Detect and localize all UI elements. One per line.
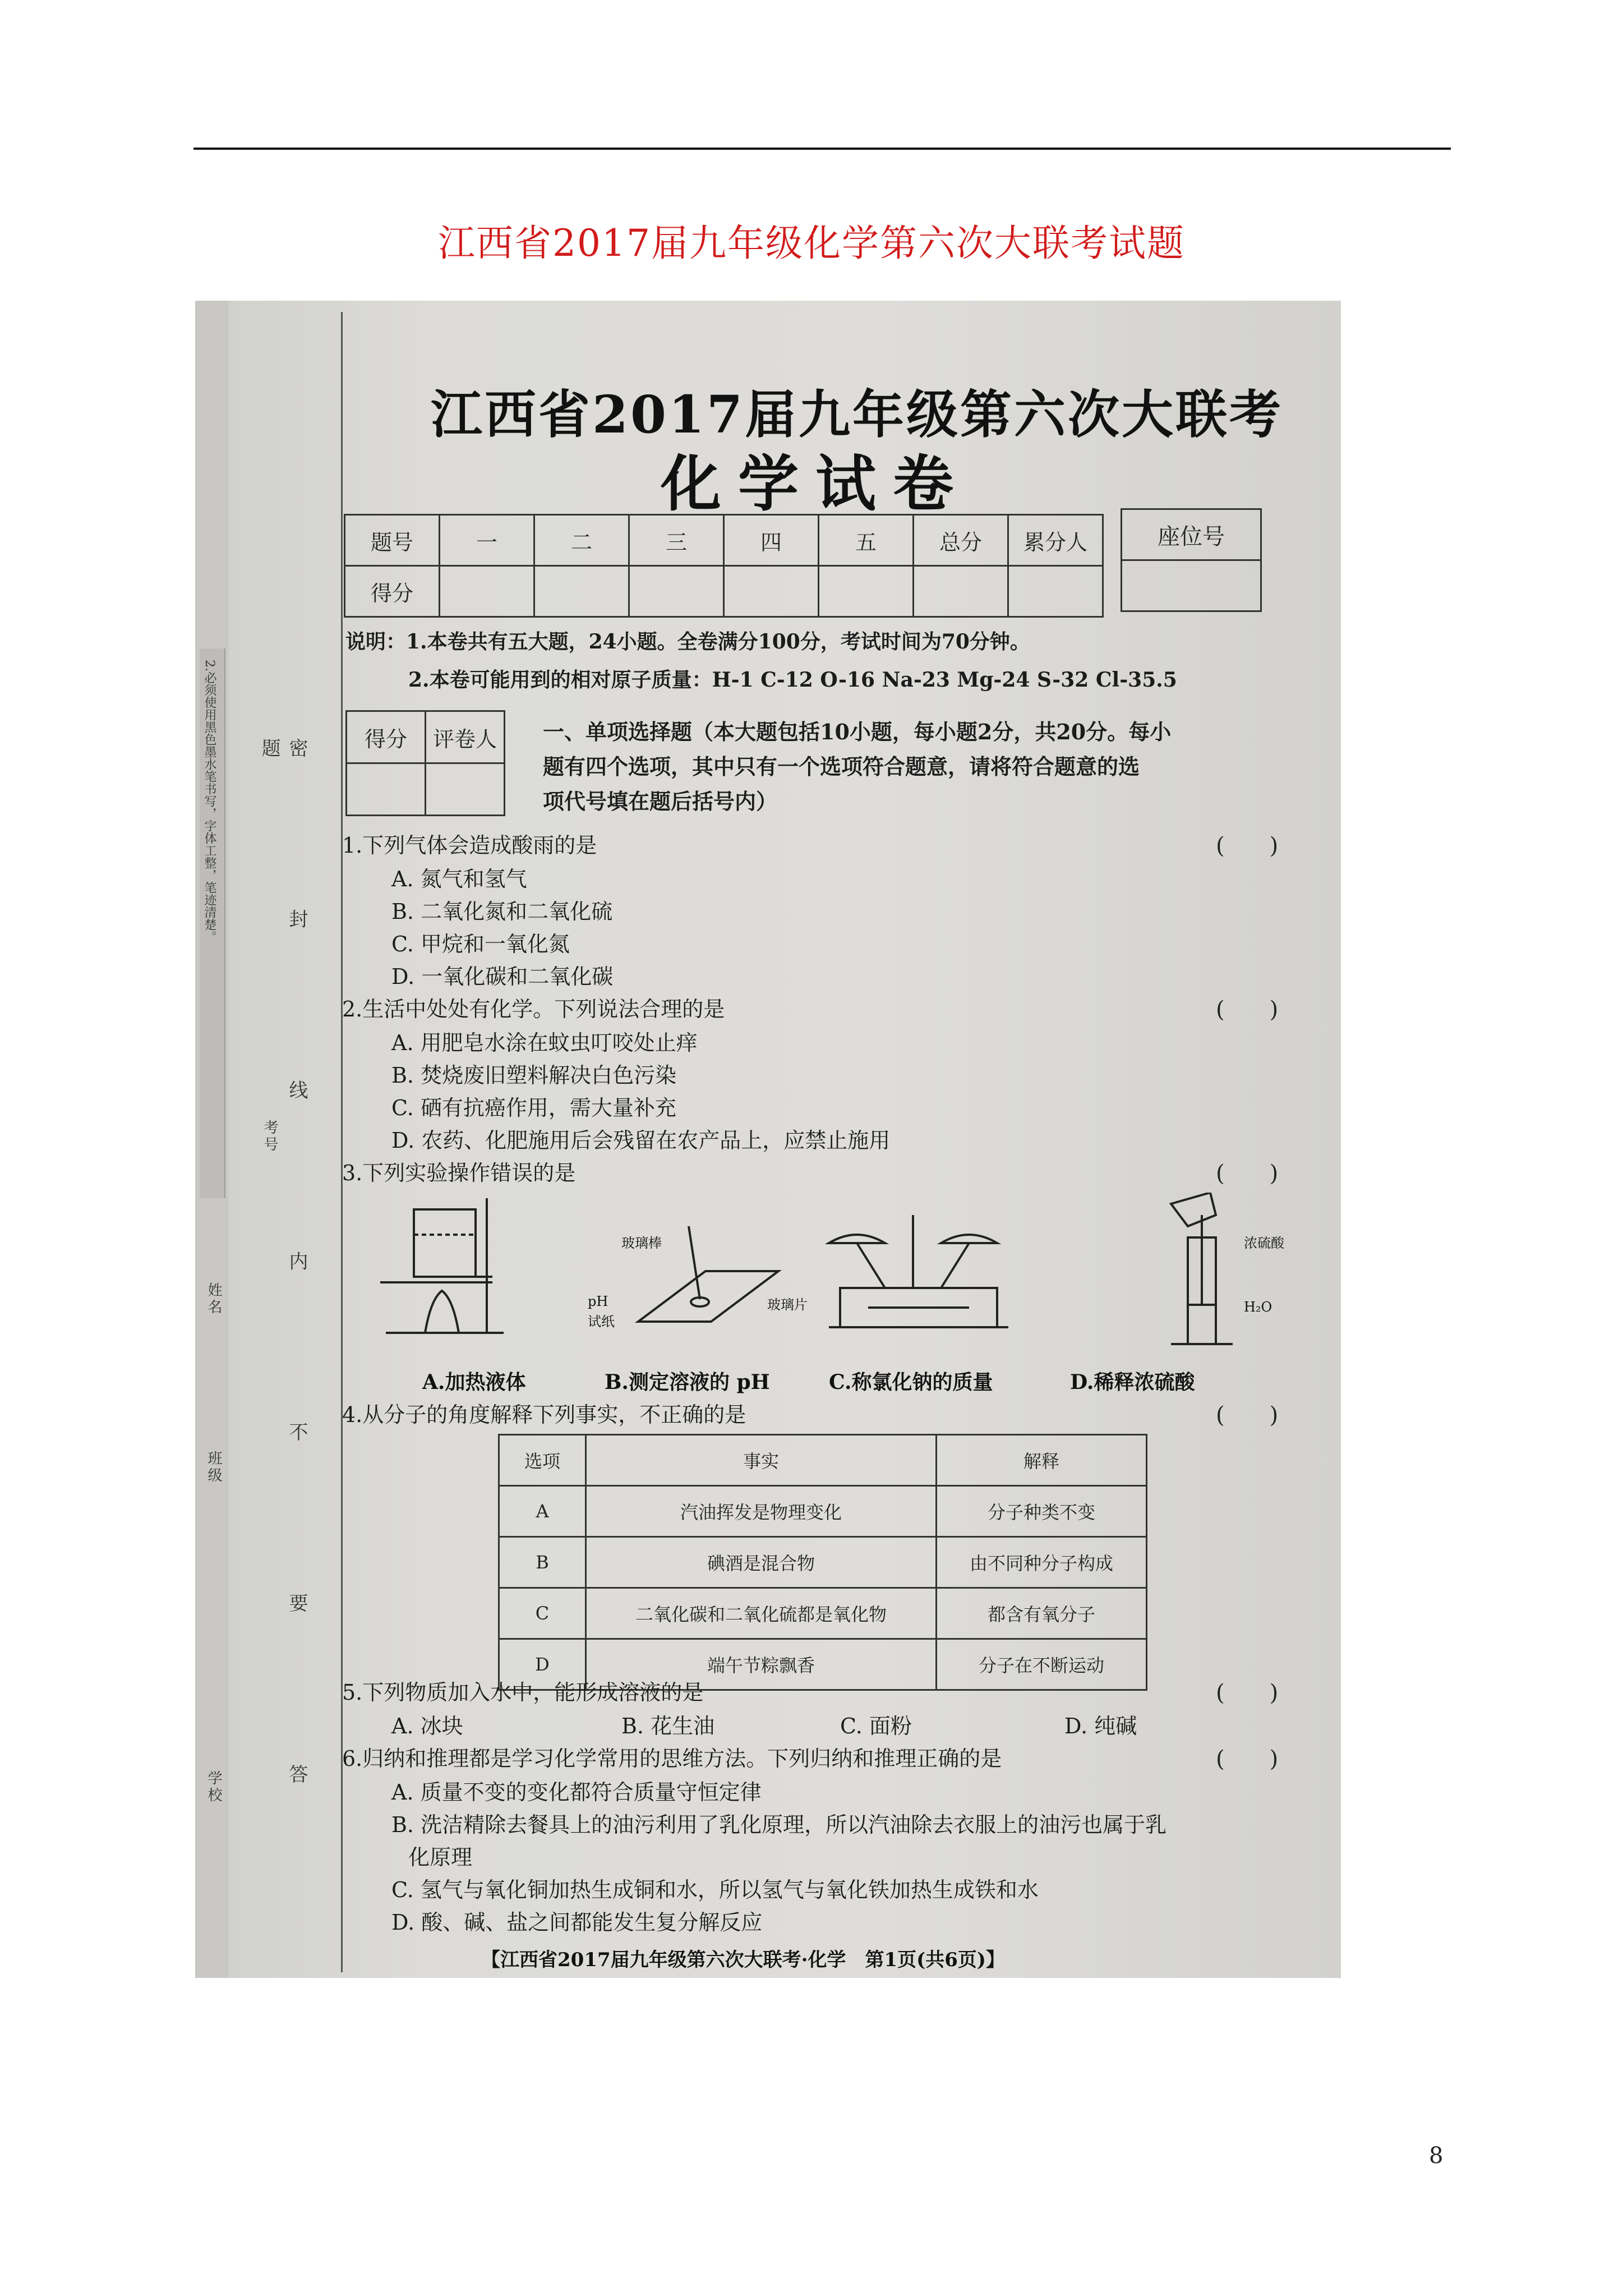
field-school: 学校 xyxy=(205,1770,222,1804)
seal-line-text: 密 封 线 内 不 要 答 题 xyxy=(258,738,308,1856)
grader-label: 评卷人 xyxy=(426,711,505,763)
binding-margin xyxy=(195,301,229,1978)
q5-option-c: C. 面粉 xyxy=(840,1714,912,1738)
q4-cell: 由不同种分子构成 xyxy=(937,1537,1147,1588)
score-table xyxy=(344,514,1104,618)
exam-title: 江西省2017届九年级第六次大联考 xyxy=(431,384,1284,445)
score-row-label: 得分 xyxy=(345,566,440,617)
q3-caption-a: A.加热液体 xyxy=(422,1370,526,1394)
q5-option-b: B. 花生油 xyxy=(621,1714,715,1738)
label-glass-rod: 玻璃棒 xyxy=(621,1235,662,1251)
q1-answer-bracket: ( ) xyxy=(1216,833,1279,859)
balance-figure xyxy=(829,1215,1008,1327)
q3-caption-c: C.称氯化钠的质量 xyxy=(829,1370,993,1394)
document-title: 江西省2017届九年级化学第六次大联考试题 xyxy=(438,222,1185,265)
q2-option-c: C. 硒有抗癌作用，需大量补充 xyxy=(391,1096,676,1120)
q1-option-a: A. 氮气和氢气 xyxy=(391,867,527,891)
page-footer: 【江西省2017届九年级第六次大联考·化学 第1页(共6页)】 xyxy=(481,1949,1005,1971)
label-test-paper: 试纸 xyxy=(588,1314,615,1329)
q4-stem: 4.从分子的角度解释下列事实，不正确的是 xyxy=(342,1402,746,1427)
score-header: 三 xyxy=(629,515,724,566)
score-header: 总分 xyxy=(914,515,1008,566)
q6-stem: 6.归纳和推理都是学习化学常用的思维方法。下列归纳和推理正确的是 xyxy=(342,1746,1002,1771)
field-class: 班级 xyxy=(205,1451,222,1484)
field-exam-number: 考号 xyxy=(261,1120,278,1153)
note-1: 说明：1.本卷共有五大题，24小题。全卷满分100分，考试时间为70分钟。 xyxy=(345,630,1030,654)
exam-paper-photo xyxy=(195,301,1341,1978)
q6-option-a: A. 质量不变的变化都符合质量守恒定律 xyxy=(391,1780,762,1805)
q4-cell: 分子种类不变 xyxy=(937,1486,1147,1537)
margin-notice: 2.必须使用黑色墨水笔书写，字体工整，笔迹清楚。 xyxy=(202,660,216,943)
label-ph: pH xyxy=(588,1294,608,1309)
q4-header: 事实 xyxy=(586,1435,937,1486)
field-name: 姓名 xyxy=(205,1282,222,1316)
seat-label: 座位号 xyxy=(1122,509,1261,560)
q5-option-d: D. 纯碱 xyxy=(1064,1714,1137,1738)
q6-answer-bracket: ( ) xyxy=(1216,1746,1279,1772)
q5-option-a: A. 冰块 xyxy=(391,1714,463,1738)
q2-answer-bracket: ( ) xyxy=(1216,997,1279,1023)
heating-liquid-figure xyxy=(380,1198,504,1333)
score-header: 题号 xyxy=(345,515,440,566)
score-header: 一 xyxy=(440,515,534,566)
score-header: 累分人 xyxy=(1008,515,1103,566)
q4-cell: A xyxy=(499,1486,586,1537)
q4-cell: 二氧化碳和二氧化硫都是氧化物 xyxy=(586,1588,937,1639)
q2-stem: 2.生活中处处有化学。下列说法合理的是 xyxy=(342,997,725,1022)
q4-table xyxy=(498,1434,1147,1691)
exam-subtitle: 化学试卷 xyxy=(661,449,971,519)
q4-cell: 汽油挥发是物理变化 xyxy=(586,1486,937,1537)
section1-line1: 一、单项选择题（本大题包括10小题，每小题2分，共20分。每小 xyxy=(543,719,1172,744)
q4-cell: 都含有氧分子 xyxy=(937,1588,1147,1639)
header-rule xyxy=(193,148,1451,150)
q6-option-d: D. 酸、碱、盐之间都能发生复分解反应 xyxy=(391,1910,763,1935)
q4-cell: C xyxy=(499,1588,586,1639)
dilution-figure xyxy=(1171,1193,1233,1344)
score-header: 五 xyxy=(819,515,914,566)
q2-option-a: A. 用肥皂水涂在蚊虫叮咬处止痒 xyxy=(391,1030,698,1055)
q5-answer-bracket: ( ) xyxy=(1216,1680,1279,1706)
q4-header: 解释 xyxy=(937,1435,1147,1486)
q1-stem: 1.下列气体会造成酸雨的是 xyxy=(342,833,597,858)
q4-cell: B xyxy=(499,1537,586,1588)
q3-caption-b: B.测定溶液的 pH xyxy=(605,1370,770,1394)
q4-cell: 碘酒是混合物 xyxy=(586,1537,937,1588)
q1-option-c: C. 甲烷和一氧化氮 xyxy=(391,932,570,956)
q6-option-b-cont: 化原理 xyxy=(408,1845,473,1870)
q6-option-b: B. 洗洁精除去餐具上的油污利用了乳化原理，所以汽油除去衣服上的油污也属于乳 xyxy=(391,1812,1167,1837)
grader-table xyxy=(345,710,505,816)
q3-caption-d: D.稀释浓硫酸 xyxy=(1070,1370,1195,1394)
q3-stem: 3.下列实验操作错误的是 xyxy=(342,1161,576,1185)
seal-line xyxy=(341,312,343,1972)
label-conc-acid: 浓硫酸 xyxy=(1244,1235,1284,1251)
q5-stem: 5.下列物质加入水中，能形成溶液的是 xyxy=(342,1680,704,1705)
q2-option-b: B. 焚烧废旧塑料解决白色污染 xyxy=(391,1063,677,1088)
score-header: 二 xyxy=(534,515,629,566)
q1-option-b: B. 二氧化氮和二氧化硫 xyxy=(391,899,613,924)
seat-table xyxy=(1121,508,1262,612)
q3-apparatus-figures xyxy=(363,1193,1317,1361)
q4-answer-bracket: ( ) xyxy=(1216,1402,1279,1428)
q4-header: 选项 xyxy=(499,1435,586,1486)
q4-cell: 端午节粽飘香 xyxy=(586,1639,937,1690)
section1-line3: 项代号填在题后括号内） xyxy=(543,789,778,814)
q2-option-d: D. 农药、化肥施用后会残留在农产品上，应禁止施用 xyxy=(391,1128,891,1153)
grader-score-label: 得分 xyxy=(347,711,426,763)
label-glass-plate: 玻璃片 xyxy=(767,1297,808,1313)
section1-line2: 题有四个选项，其中只有一个选项符合题意，请将符合题意的选 xyxy=(543,754,1140,779)
note-2: 2.本卷可能用到的相对原子质量：H-1 C-12 O-16 Na-23 Mg-24 S-32 Cl-35.5 xyxy=(408,668,1177,692)
q6-option-c: C. 氢气与氧化铜加热生成铜和水，所以氢气与氧化铁加热生成铁和水 xyxy=(391,1878,1039,1902)
q4-cell: D xyxy=(499,1639,586,1690)
q4-cell: 分子在不断运动 xyxy=(937,1639,1147,1690)
q3-answer-bracket: ( ) xyxy=(1216,1161,1279,1186)
score-header: 四 xyxy=(724,515,819,566)
q1-option-d: D. 一氧化碳和二氧化碳 xyxy=(391,964,614,989)
label-water: H₂O xyxy=(1244,1299,1272,1315)
page-number: 8 xyxy=(1429,2143,1444,2169)
